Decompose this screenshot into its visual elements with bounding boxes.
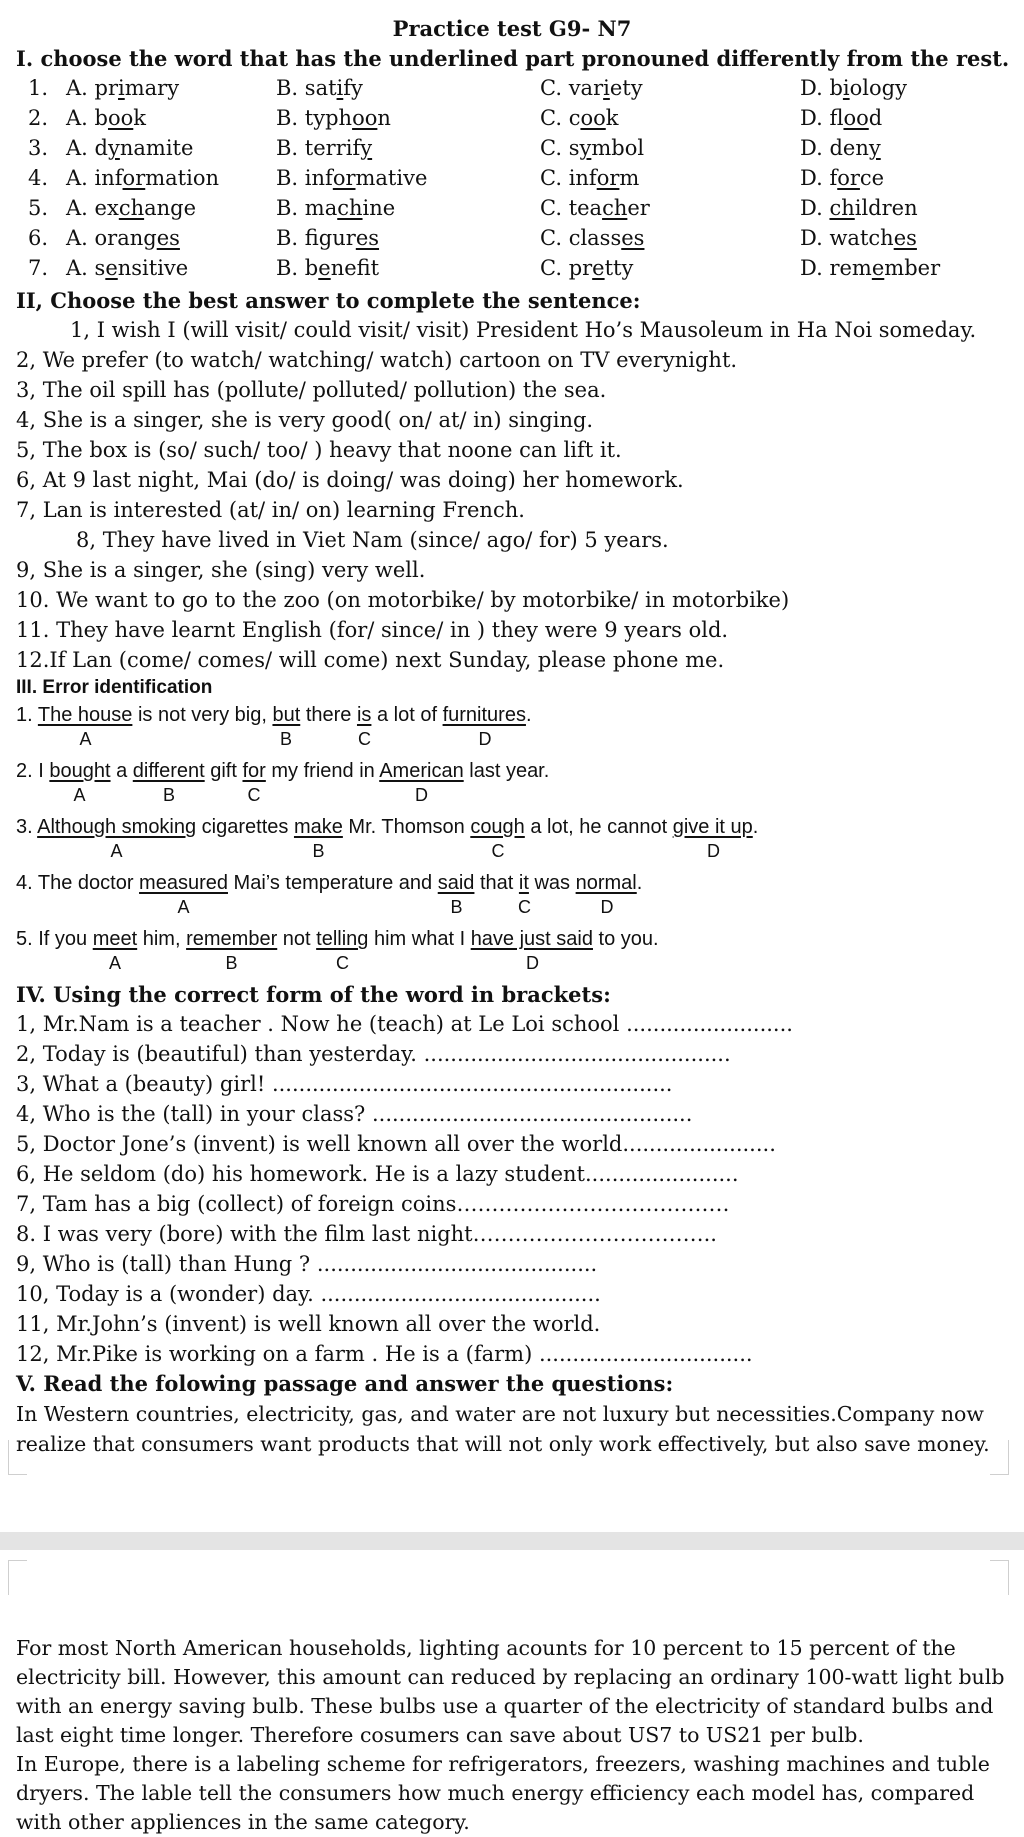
question-item: 6, He seldom (do) his homework. He is a lazy student....................... xyxy=(16,1162,739,1186)
question-item: 5, Doctor Jone’s (invent) is well known all over the world....................... xyxy=(16,1132,776,1156)
word-part: tea xyxy=(568,196,603,220)
underlined-sound: i xyxy=(603,76,610,100)
answer-option xyxy=(540,75,643,101)
underlined-sound: oo xyxy=(107,106,134,130)
word-part: var xyxy=(568,76,604,100)
underlined-part: bought xyxy=(49,760,111,782)
word-part: sat xyxy=(304,76,337,100)
question-item: 4, She is a singer, she is very good( on/ at/ in) singing. xyxy=(16,408,594,432)
word-part: k xyxy=(133,106,147,130)
word-part: inf xyxy=(568,166,597,190)
answer-option xyxy=(800,75,907,101)
page-corner-mark xyxy=(990,1560,1009,1595)
option-letter: D. xyxy=(800,136,823,160)
word-part: class xyxy=(568,226,622,250)
word-part: orang xyxy=(94,226,157,250)
sentence-text: 1. xyxy=(16,704,38,726)
underlined-sound: y xyxy=(579,136,592,160)
sentence xyxy=(16,870,642,896)
passage-line: with an energy saving bulb. These bulbs use a quarter of the electricity of standard bulbs and xyxy=(16,1694,994,1718)
option-letter: D. xyxy=(800,106,823,130)
page-separator xyxy=(0,1532,1024,1550)
question-item: 2, Today is (beautiful) than yesterday. .............................................. xyxy=(16,1042,731,1066)
word-part: d xyxy=(94,136,108,160)
underlined-sound: es xyxy=(893,226,917,250)
word-part: fl xyxy=(829,106,844,130)
underlined-part: The house xyxy=(37,704,133,726)
word-part: s xyxy=(94,256,106,280)
word-part: s xyxy=(568,136,580,160)
question-item: 1, I wish I (will visit/ could visit/ visit) President Ho’s Mausoleum in Ha Noi someday. xyxy=(70,318,977,342)
page-gap xyxy=(0,1478,1024,1522)
underlined-part: make xyxy=(293,816,343,838)
question-item: 7, Lan is interested (at/ in/ on) learning French. xyxy=(16,498,525,522)
choice-letter: A xyxy=(177,897,190,917)
option-letter: D. xyxy=(800,256,823,280)
underlined-sound: ch xyxy=(337,196,363,220)
underlined-sound: e xyxy=(105,256,118,280)
choice-letter: C xyxy=(491,841,505,861)
sentence-text: a lot, he cannot xyxy=(524,816,673,838)
word-part: b xyxy=(829,76,843,100)
word-part: mation xyxy=(145,166,219,190)
underlined-sound: ch xyxy=(118,196,145,220)
choice-letter: B xyxy=(450,897,463,917)
underlined-part: telling xyxy=(316,928,369,950)
question-item: 8, They have lived in Viet Nam (since/ ago/ for) 5 years. xyxy=(76,528,669,552)
option-letter: C. xyxy=(540,106,562,130)
word-part: er xyxy=(627,196,650,220)
option-letter: C. xyxy=(540,76,562,100)
page-2 xyxy=(0,1560,1024,1834)
question-item: 5, The box is (so/ such/ too/ ) heavy that noone can lift it. xyxy=(16,438,622,462)
word-part: ology xyxy=(849,76,907,100)
passage-line: dryers. The lable tell the consumers how much energy efficiency each model has, compared xyxy=(16,1781,975,1805)
word-part: b xyxy=(304,256,319,280)
underlined-sound: y xyxy=(107,136,120,160)
underlined-sound: i xyxy=(336,76,344,100)
underlined-sound: y xyxy=(360,136,373,160)
underlined-sound: es xyxy=(156,226,180,250)
word-part: watch xyxy=(829,226,894,250)
underlined-part: different xyxy=(132,760,205,782)
underlined-sound: es xyxy=(621,226,645,250)
option-letter: A. xyxy=(66,106,88,130)
word-part: m xyxy=(619,166,640,190)
word-part: namite xyxy=(119,136,194,160)
underlined-sound: or xyxy=(837,166,860,190)
word-part: inf xyxy=(94,166,123,190)
answer-option xyxy=(540,225,644,251)
choice-letter: A xyxy=(110,841,123,861)
sentence-text: not xyxy=(277,928,317,950)
section-4-heading: IV. Using the correct form of the word in brackets: xyxy=(16,982,611,1007)
answer-option xyxy=(800,195,918,221)
underlined-part: cough xyxy=(470,816,525,838)
underlined-sound: e xyxy=(318,256,331,280)
sentence-text: a xyxy=(110,760,133,782)
underlined-part: remember xyxy=(186,928,278,950)
section-2-heading: II, Choose the best answer to complete the sentence: xyxy=(16,288,641,313)
sentence xyxy=(16,814,758,840)
word-part: mary xyxy=(124,76,180,100)
answer-option xyxy=(540,195,650,221)
sentence-text: . xyxy=(636,872,643,894)
question-item: 1, Mr.Nam is a teacher . Now he (teach) at Le Loi school ......................... xyxy=(16,1012,793,1036)
option-letter: B. xyxy=(276,256,299,280)
option-letter: A. xyxy=(66,256,88,280)
question-item: 8. I was very (bore) with the film last night…………………………….. xyxy=(16,1222,717,1246)
underlined-sound: y xyxy=(868,136,881,160)
passage-line: In Western countries, electricity, gas, and water are not luxury but necessities.Company now xyxy=(16,1402,984,1426)
section-1-heading: I. choose the word that has the underlined part pronouned differently from the rest. xyxy=(16,46,1010,71)
passage-line: In Europe, there is a labeling scheme for refrigerators, freezers, washing machines and tuble xyxy=(16,1752,990,1776)
underlined-sound: or xyxy=(596,166,620,190)
underlined-part: have just said xyxy=(470,928,593,950)
word-part: ine xyxy=(362,196,396,220)
option-letter: B. xyxy=(276,106,299,130)
underlined-sound: e xyxy=(871,256,885,280)
question-item: 2, We prefer (to watch/ watching/ watch) cartoon on TV everynight. xyxy=(16,348,738,372)
choice-letter: D xyxy=(707,841,720,861)
word-part: mative xyxy=(355,166,428,190)
answer-option xyxy=(540,105,618,131)
choice-letter: B xyxy=(225,953,238,973)
word-part: inf xyxy=(304,166,333,190)
word-part: den xyxy=(829,136,869,160)
word-part: ex xyxy=(94,196,119,220)
answer-option xyxy=(66,135,193,161)
sentence-text: there xyxy=(300,704,357,726)
choice-letter: B xyxy=(280,729,293,749)
question-number: 4. xyxy=(28,166,49,190)
underlined-sound: ch xyxy=(602,196,628,220)
question-number: 1. xyxy=(28,76,49,100)
choice-letter: C xyxy=(247,785,261,805)
answer-option xyxy=(540,165,639,191)
underlined-part: give it up xyxy=(672,816,753,838)
section-5-heading: V. Read the folowing passage and answer the questions: xyxy=(16,1371,674,1396)
sentence xyxy=(16,758,549,784)
question-item: 7, Tam has a big (collect) of foreign coins………………………………… xyxy=(16,1192,730,1216)
answer-option xyxy=(276,105,391,131)
answer-option xyxy=(276,255,379,281)
sentence-text: . xyxy=(752,816,759,838)
answer-option xyxy=(66,165,219,191)
answer-option xyxy=(800,165,884,191)
underlined-part: Although smoking xyxy=(37,816,197,838)
underlined-sound: or xyxy=(332,166,356,190)
answer-option xyxy=(540,255,633,281)
underlined-sound: oo xyxy=(843,106,869,130)
choice-letter: A xyxy=(73,785,86,805)
question-number: 3. xyxy=(28,136,49,160)
word-part: rem xyxy=(829,256,872,280)
passage-line: electricity bill. However, this amount can reduced by replacing an ordinary 100-watt light bulb xyxy=(16,1665,1005,1689)
option-letter: D. xyxy=(800,226,823,250)
question-number: 7. xyxy=(28,256,49,280)
underlined-sound: oo xyxy=(352,106,378,130)
option-letter: A. xyxy=(66,166,88,190)
word-part: b xyxy=(94,106,108,130)
question-item: 3, What a (beauty) girl! ............................................................ xyxy=(16,1072,673,1096)
answer-option xyxy=(540,135,644,161)
word-part: nsitive xyxy=(117,256,189,280)
option-letter: A. xyxy=(66,196,88,220)
answer-option xyxy=(276,165,427,191)
underlined-sound: i xyxy=(842,76,850,100)
page-corner-mark xyxy=(990,1440,1009,1475)
choice-letter: D xyxy=(526,953,539,973)
sentence-text: a lot of xyxy=(371,704,443,726)
sentence xyxy=(16,926,659,952)
sentence-text: that xyxy=(474,872,519,894)
word-part: ce xyxy=(859,166,885,190)
option-letter: B. xyxy=(276,76,299,100)
option-letter: D. xyxy=(800,76,823,100)
word-part: k xyxy=(605,106,619,130)
question-item: 10. We want to go to the zoo (on motorbike/ by motorbike/ in motorbike) xyxy=(16,588,790,612)
choice-letter: A xyxy=(109,953,122,973)
option-letter: C. xyxy=(540,166,562,190)
underlined-sound: e xyxy=(592,256,605,280)
sentence-text: 2. I xyxy=(16,760,50,782)
choice-letter: C xyxy=(336,953,349,973)
sentence xyxy=(16,702,532,728)
option-letter: B. xyxy=(276,166,299,190)
sentence-text: 5. If you xyxy=(16,928,93,950)
question-item: 10, Today is a (wonder) day. .......................................... xyxy=(16,1282,601,1306)
sentence-text: Mai’s temperature and xyxy=(227,872,438,894)
answer-option xyxy=(800,225,917,251)
question-item: 11, Mr.John’s (invent) is well known all over the world. xyxy=(16,1312,601,1336)
answer-option xyxy=(276,195,395,221)
sentence-text: was xyxy=(528,872,576,894)
underlined-part: measured xyxy=(139,872,228,894)
sentence-text: him, xyxy=(137,928,187,950)
option-letter: C. xyxy=(540,256,562,280)
question-item: 11. They have learnt English (for/ since/ in ) they were 9 years old. xyxy=(16,618,729,642)
choice-letter: B xyxy=(312,841,325,861)
underlined-part: is xyxy=(356,704,372,726)
question-number: 5. xyxy=(28,196,49,220)
word-part: fy xyxy=(343,76,363,100)
word-part: f xyxy=(829,166,838,190)
option-letter: A. xyxy=(66,76,88,100)
underlined-part: for xyxy=(242,760,266,782)
sentence-text: last year. xyxy=(463,760,550,782)
sentence-text: 4. The doctor xyxy=(16,872,140,894)
option-letter: D. xyxy=(800,166,823,190)
sentence-text: him what I xyxy=(368,928,471,950)
sentence-text: to you. xyxy=(592,928,659,950)
answer-option xyxy=(276,225,379,251)
page-title: Practice test G9- N7 xyxy=(392,16,632,41)
underlined-sound: es xyxy=(355,226,380,250)
question-item: 12, Mr.Pike is working on a farm . He is a (farm) ................................ xyxy=(16,1342,753,1366)
choice-letter: D xyxy=(600,897,614,917)
sentence-text: is not very big, xyxy=(132,704,273,726)
answer-option xyxy=(276,75,363,101)
word-part: mbol xyxy=(591,136,645,160)
option-letter: A. xyxy=(66,136,88,160)
option-letter: B. xyxy=(276,196,299,220)
question-item: 12.If Lan (come/ comes/ will come) next Sunday, please phone me. xyxy=(16,648,725,672)
word-part: figur xyxy=(304,226,356,250)
underlined-part: normal xyxy=(575,872,637,894)
choice-letter: D xyxy=(478,729,492,749)
word-part: tty xyxy=(604,256,634,280)
question-item: 9, She is a singer, she (sing) very well. xyxy=(16,558,426,582)
underlined-part: said xyxy=(437,872,475,894)
sentence-text: my friend in xyxy=(265,760,380,782)
option-letter: D. xyxy=(800,196,823,220)
page-corner-mark xyxy=(8,1560,27,1595)
option-letter: C. xyxy=(540,226,562,250)
page-corner-mark xyxy=(8,1440,27,1475)
underlined-part: but xyxy=(272,704,301,726)
underlined-sound: ch xyxy=(829,196,855,220)
answer-option xyxy=(66,195,196,221)
word-part: ildren xyxy=(854,196,918,220)
sentence-text: gift xyxy=(204,760,243,782)
sentence-text: Mr. Thomson xyxy=(342,816,471,838)
word-part: c xyxy=(568,106,581,130)
option-letter: B. xyxy=(276,136,299,160)
answer-option xyxy=(66,105,146,131)
passage-line: with other appliences in the same category. xyxy=(16,1810,470,1834)
question-item: 4, Who is the (tall) in your class? ................................................ xyxy=(16,1102,693,1126)
option-letter: C. xyxy=(540,196,562,220)
option-letter: A. xyxy=(66,226,88,250)
answer-option xyxy=(800,105,882,131)
word-part: d xyxy=(868,106,883,130)
sentence-text: . xyxy=(525,704,532,726)
choice-letter: B xyxy=(163,785,176,805)
passage-line: For most North American households, lighting acounts for 10 percent to 15 percent of the xyxy=(16,1636,956,1660)
word-part: ety xyxy=(609,76,643,100)
word-part: n xyxy=(377,106,391,130)
word-part: pr xyxy=(568,256,593,280)
answer-option xyxy=(66,225,180,251)
answer-option xyxy=(66,75,179,101)
sentence-text: cigarettes xyxy=(196,816,294,838)
word-part: terrif xyxy=(304,136,361,160)
option-letter: B. xyxy=(276,226,299,250)
word-part: nefit xyxy=(330,256,380,280)
underlined-sound: i xyxy=(118,76,125,100)
underlined-part: American xyxy=(379,760,464,782)
answer-option xyxy=(800,135,881,161)
answer-option xyxy=(276,135,372,161)
question-number: 2. xyxy=(28,106,49,130)
question-item: 3, The oil spill has (pollute/ polluted/ pollution) the sea. xyxy=(16,378,607,402)
underlined-sound: oo xyxy=(580,106,606,130)
choice-letter: D xyxy=(415,785,428,805)
underlined-sound: or xyxy=(122,166,146,190)
option-letter: C. xyxy=(540,136,562,160)
question-item: 9, Who is (tall) than Hung ? .......................................... xyxy=(16,1252,598,1276)
question-item: 6, At 9 last night, Mai (do/ is doing/ was doing) her homework. xyxy=(16,468,684,492)
word-part: mber xyxy=(884,256,941,280)
section-3-heading: III. Error identification xyxy=(16,677,213,698)
passage-line: last eight time longer. Therefore cosumers can save about US7 to US21 per bulb. xyxy=(16,1723,864,1747)
choice-letter: A xyxy=(79,729,92,749)
word-part: ange xyxy=(144,196,197,220)
choice-letter: C xyxy=(518,897,531,917)
passage-line: realize that consumers want products that will not only work effectively, but also save money. xyxy=(16,1432,990,1456)
answer-option xyxy=(66,255,188,281)
choice-letter: C xyxy=(358,729,371,749)
underlined-part: meet xyxy=(92,928,138,950)
underlined-part: furnitures xyxy=(442,704,526,726)
sentence-text: 3. xyxy=(16,816,38,838)
word-part: typh xyxy=(304,106,353,130)
answer-option xyxy=(800,255,940,281)
word-part: pr xyxy=(94,76,119,100)
word-part: ma xyxy=(304,196,338,220)
question-number: 6. xyxy=(28,226,49,250)
underlined-part: it xyxy=(518,872,529,894)
